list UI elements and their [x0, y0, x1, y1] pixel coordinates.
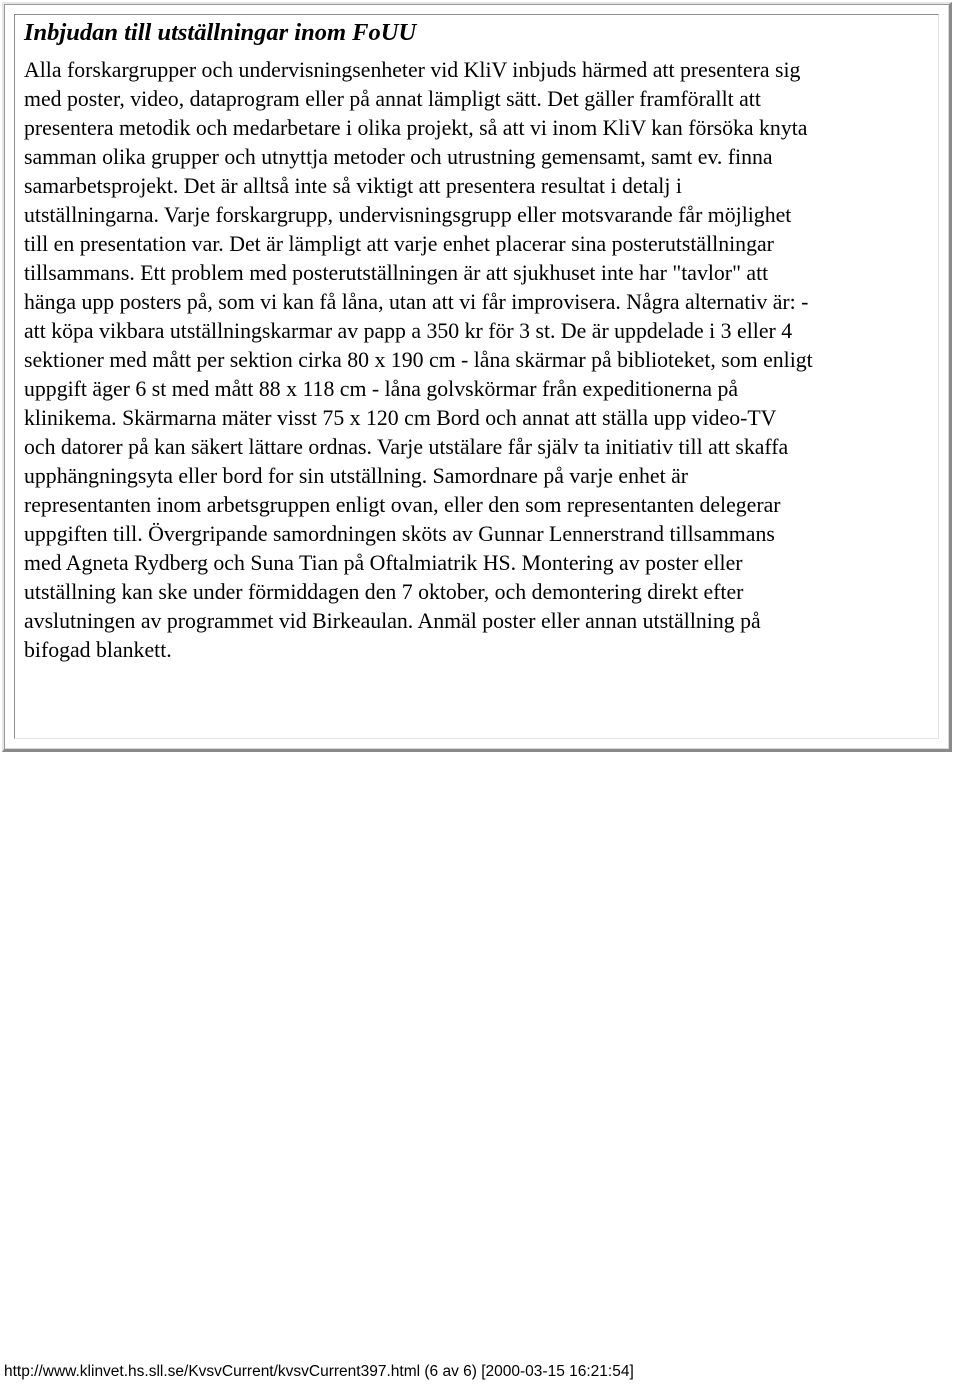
body-line: till en presentation var. Det är lämpligt att varje enhet placerar sina posterutställningar — [24, 232, 774, 256]
body-line: med poster, video, dataprogram eller på annat lämpligt sätt. Det gäller framförallt att — [24, 87, 761, 111]
body-line: samman olika grupper och utnyttja metoder och utrustning gemensamt, samt ev. finna — [24, 145, 773, 169]
document-body — [24, 56, 944, 665]
body-line: att köpa vikbara utställningskarmar av papp a 350 kr för 3 st. De är uppdelade i 3 eller 4 — [24, 319, 793, 343]
body-line: uppgiften till. Övergripande samordningen sköts av Gunnar Lennerstrand tillsammans — [24, 522, 775, 546]
body-line: sektioner med mått per sektion cirka 80 x 190 cm - låna skärmar på biblioteket, som enligt — [24, 348, 813, 372]
body-line: och datorer på kan säkert lättare ordnas. Varje utstälare får själv ta initiativ till att skaffa — [24, 435, 789, 459]
document-content — [24, 16, 944, 665]
body-line: representanten inom arbetsgruppen enligt ovan, eller den som representanten delegerar — [24, 493, 781, 517]
document-heading: Inbjudan till utställningar inom FoUU — [24, 19, 417, 46]
body-line: hänga upp posters på, som vi kan få låna, utan att vi får improvisera. Några alternativ är: - — [24, 290, 809, 314]
body-line: presentera metodik och medarbetare i olika projekt, så att vi inom KliV kan försöka knyta — [24, 116, 808, 140]
body-line: utställningarna. Varje forskargrupp, undervisningsgrupp eller motsvarande får möjlighet — [24, 203, 792, 227]
body-line: utställning kan ske under förmiddagen den 7 oktober, och demontering direkt efter — [24, 580, 744, 604]
body-line: Alla forskargrupper och undervisningsenheter vid KliV inbjuds härmed att presentera sig — [24, 58, 801, 82]
body-line: med Agneta Rydberg och Suna Tian på Oftalmiatrik HS. Montering av poster eller — [24, 551, 743, 575]
page-footer-url: http://www.klinvet.hs.sll.se/KvsvCurrent/kvsvCurrent397.html (6 av 6) [2000-03-15 16:21:54] — [4, 1363, 634, 1380]
body-line: tillsammans. Ett problem med posterutställningen är att sjukhuset inte har "tavlor" att — [24, 261, 769, 285]
body-line: uppgift äger 6 st med mått 88 x 118 cm - låna golvskörmar från expeditionerna på — [24, 377, 739, 401]
body-line: bifogad blankett. — [24, 638, 172, 662]
body-line: upphängningsyta eller bord for sin utställning. Samordnare på varje enhet är — [24, 464, 689, 488]
body-line: klinikema. Skärmarna mäter visst 75 x 120 cm Bord och annat att ställa upp video-TV — [24, 406, 777, 430]
body-line: avslutningen av programmet vid Birkeaulan. Anmäl poster eller annan utställning på — [24, 609, 761, 633]
body-line: samarbetsprojekt. Det är alltså inte så viktigt att presentera resultat i detalj i — [24, 174, 682, 198]
